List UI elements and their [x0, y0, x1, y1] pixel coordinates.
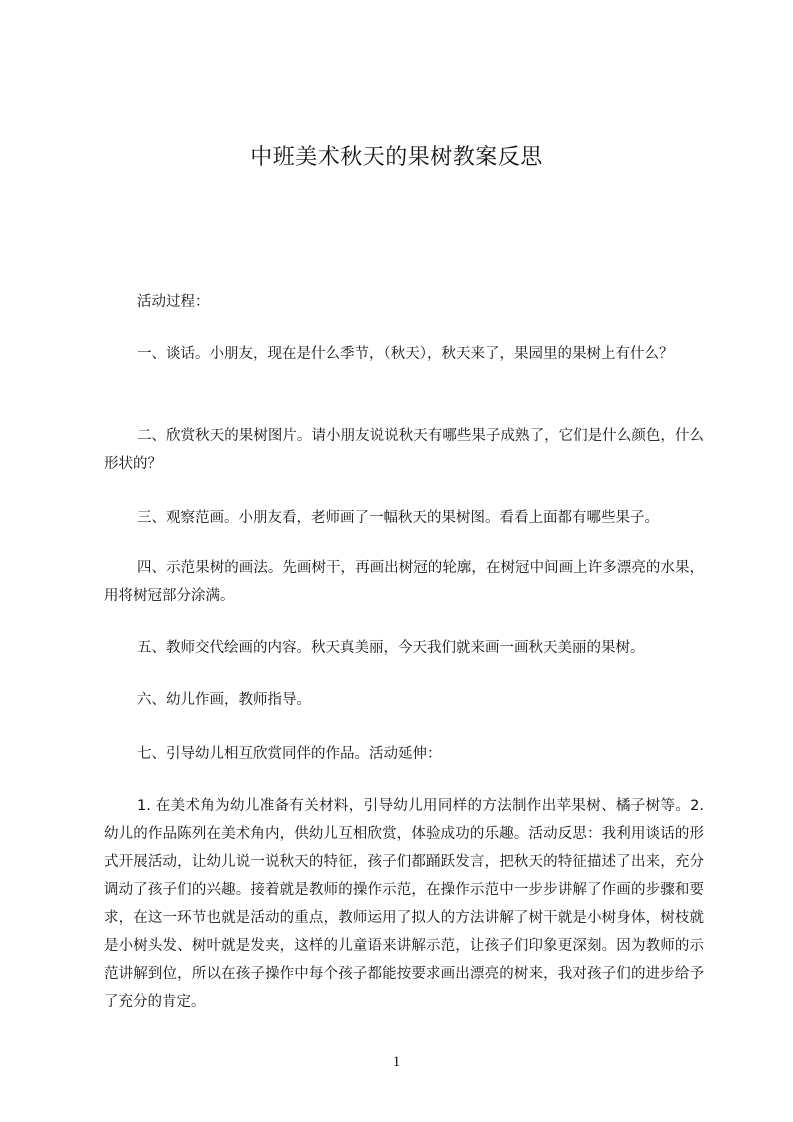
- document-title: 中班美术秋天的果树教案反思: [250, 145, 543, 170]
- paragraph-step-1: 一、谈话。小朋友，现在是什么季节，（秋天），秋天来了，果园里的果树上有什么？: [137, 346, 674, 362]
- paragraph-step-2: 二、欣赏秋天的果树图片。请小朋友说说秋天有哪些果子成熟了，它们是什么颜色，什么形状的？: [104, 428, 704, 472]
- paragraph-step-7: 七、引导幼儿相互欣赏同伴的作品。活动延伸：: [137, 746, 442, 762]
- paragraph-activity-process: 活动过程：: [137, 294, 210, 310]
- paragraph-extension-reflection: 1. 在美术角为幼儿准备有关材料，引导幼儿用同样的方法制作出苹果树、橘子树等。2. 幼儿的作品陈列在美术角内，供幼儿互相欣赏，体验成功的乐趣。活动反思：我利用谈话的形式开展活动，让幼儿说一说秋天的特征，孩子们都踊跃发言，把秋天的特征描述了出来，充分调动了孩子们的兴趣。接着就是教师的操作示范，在操作示范中一步步讲解了作画的步骤和要求，在这一环节也就是活动的重点，教师运用了拟人的方法讲解了树干就是小树身体，树枝就是小树头发、树叶就是发夹，这样的儿童语来讲解示范，让孩子们印象更深刻。因为教师的示范讲解到位，所以在孩子操作中每个孩子都能按要求画出漂亮的树来，我对孩子们的进步给予了充分的肯定。: [104, 798, 704, 1010]
- paragraph-step-4: 四、示范果树的画法。先画树干，再画出树冠的轮廓，在树冠中间画上许多漂亮的水果，用将树冠部分涂满。: [104, 560, 704, 604]
- page-number: 1: [392, 1054, 401, 1070]
- paragraph-step-5: 五、教师交代绘画的内容。秋天真美丽，今天我们就来画一画秋天美丽的果树。: [137, 640, 645, 656]
- paragraph-step-6: 六、幼儿作画，教师指导。: [137, 692, 311, 708]
- paragraph-step-3: 三、观察范画。小朋友看，老师画了一幅秋天的果树图。看看上面都有哪些果子。: [137, 510, 659, 526]
